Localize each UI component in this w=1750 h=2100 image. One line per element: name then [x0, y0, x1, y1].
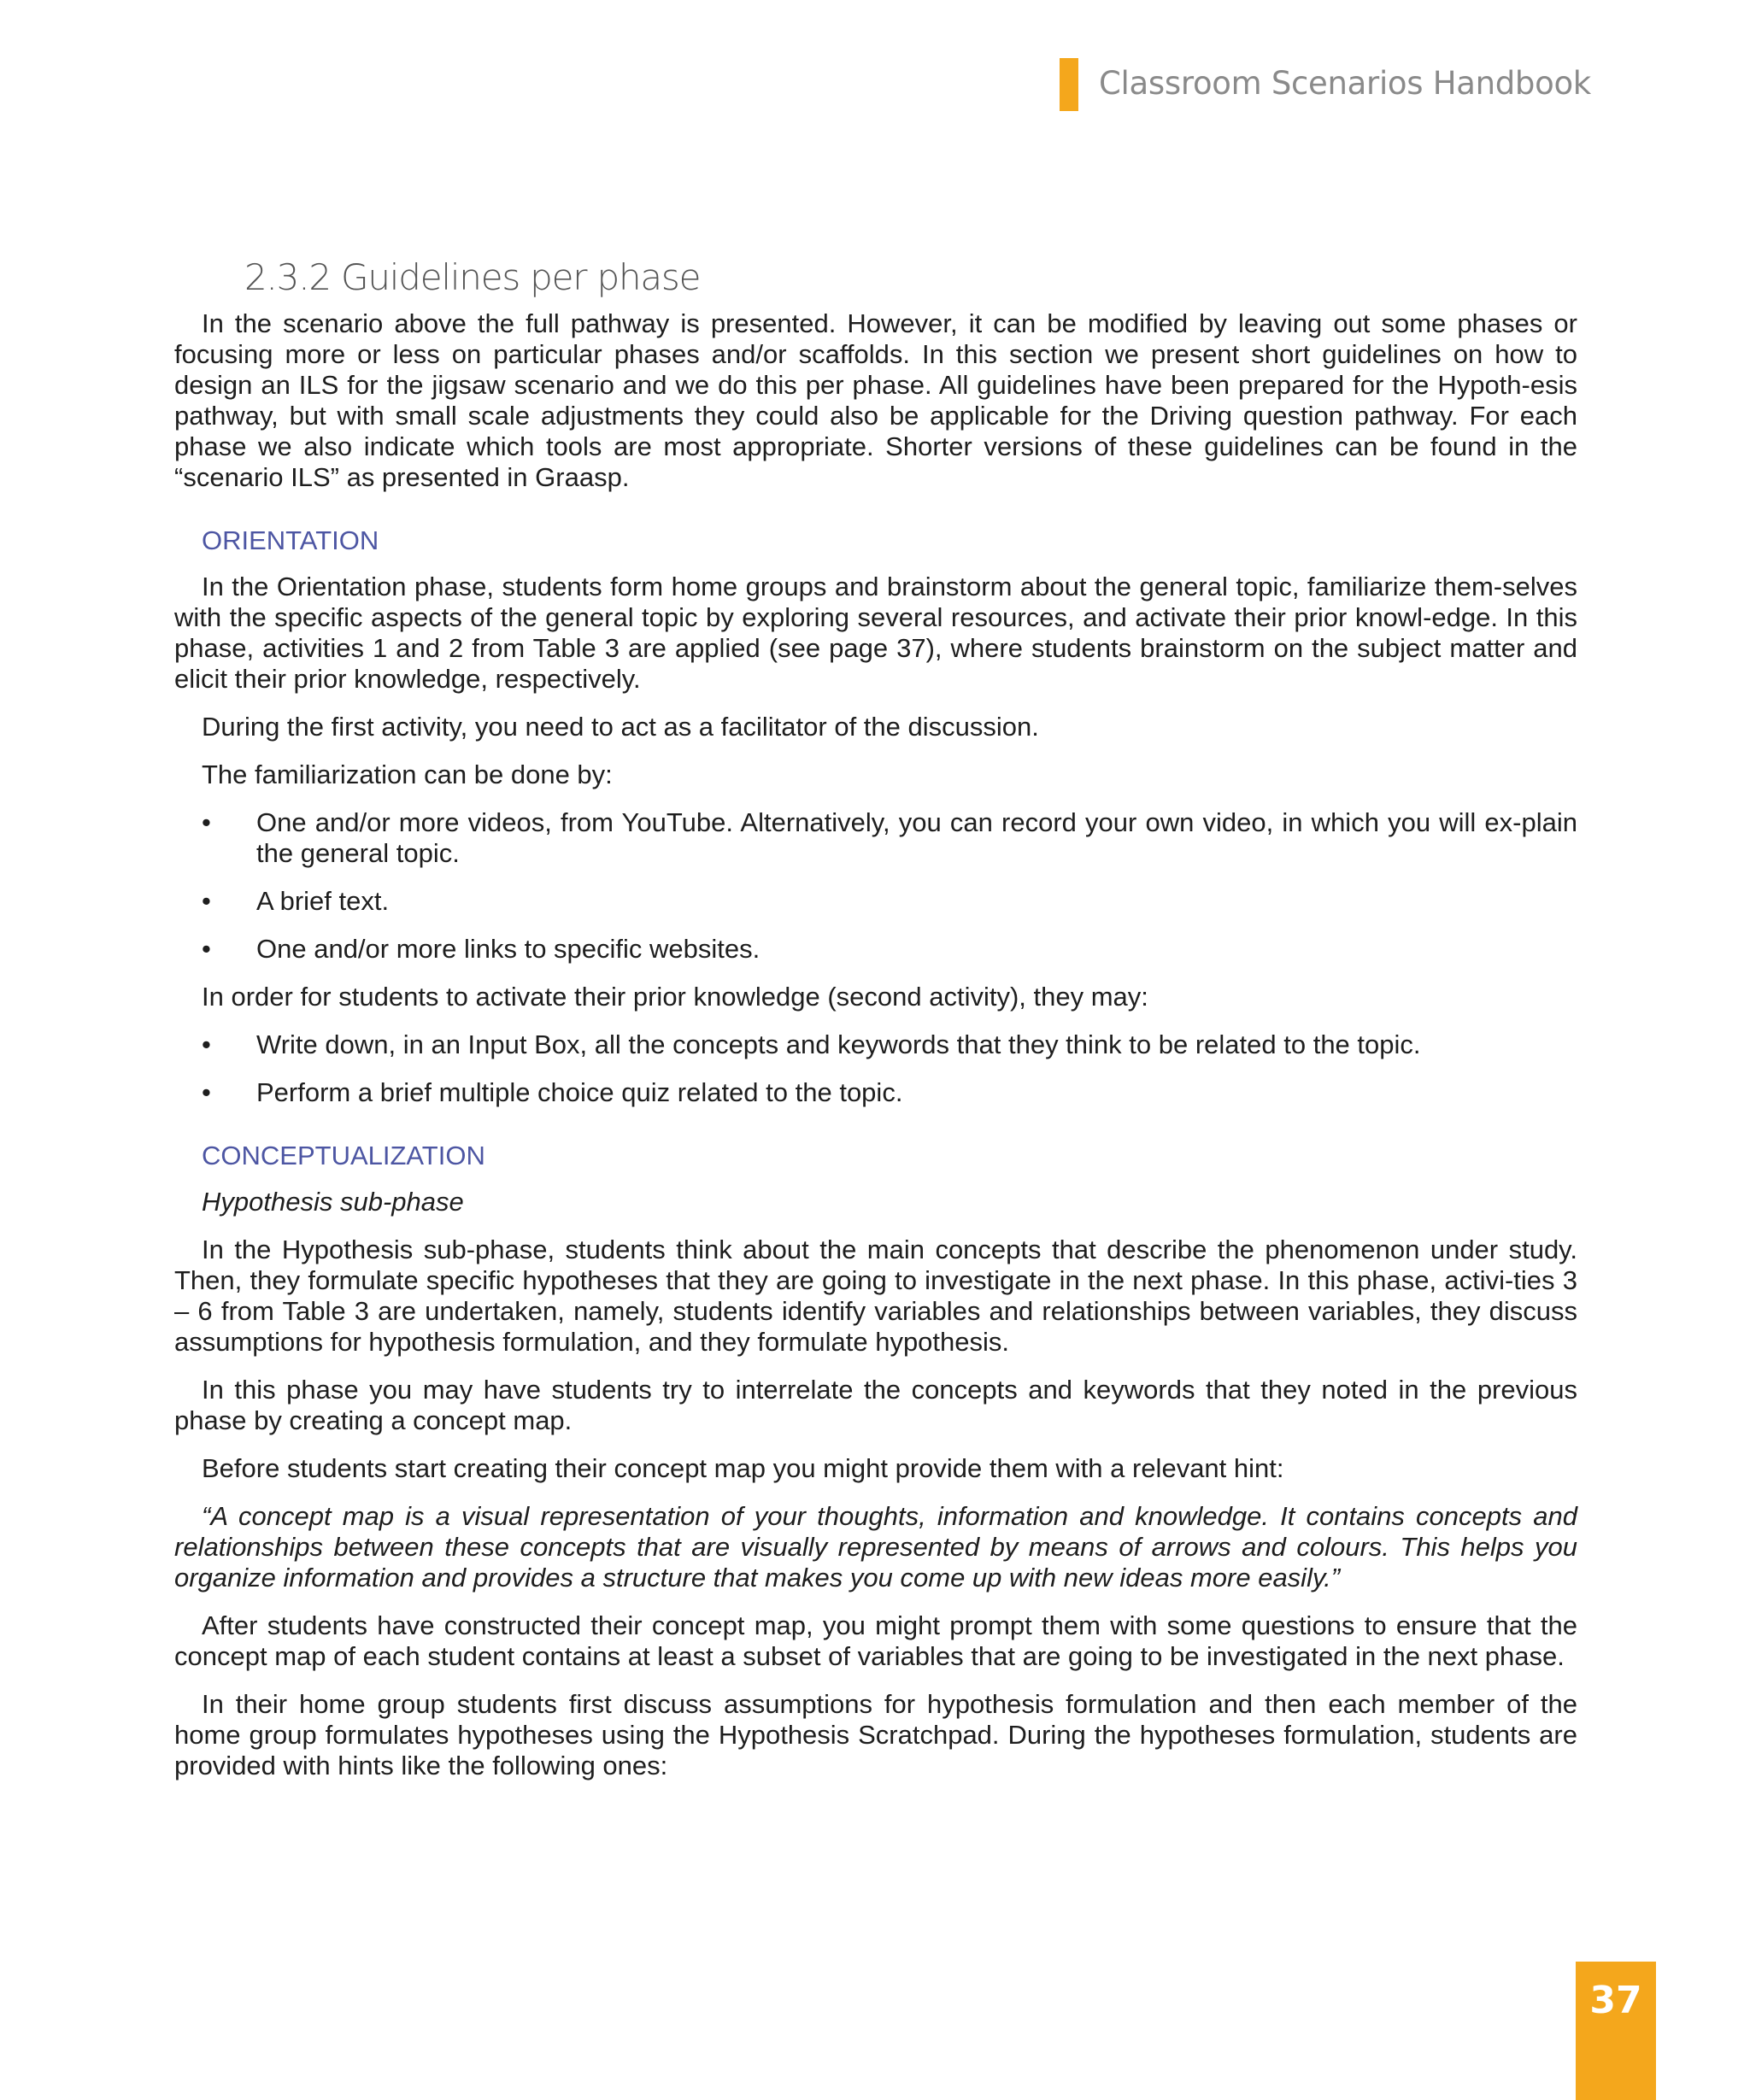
conceptualization-paragraph-2: In this phase you may have students try to interrelate the concepts and keywords that they noted in the previous phase by creating a concept map. — [174, 1375, 1577, 1435]
bullet-icon: • — [202, 886, 211, 916]
conceptualization-paragraph-1: In the Hypothesis sub-phase, students think about the main concepts that describe the phenomenon under study. Then, they formulate specific hypotheses that they are going to investigate in the next phase. In this phase, activi-ties 3 – 6 from Table 3 are undertaken, namely, students identify variables and relationships between variables, they discuss assumptions for hypothesis formulation, and they formulate hypothesis. — [174, 1235, 1577, 1357]
conceptualization-paragraph-3: Before students start creating their concept map you might provide them with a relevant hint: — [202, 1453, 1284, 1483]
bullet-icon: • — [202, 1077, 211, 1107]
page-number-tab — [1576, 1962, 1656, 2100]
intro-paragraph: In the scenario above the full pathway is presented. However, it can be modified by leaving out some phases or focusing more or less on particular phases and/or scaffolds. In this section we present short guidelines on how to design an ILS for the jigsaw scenario and we do this per phase. All guidelines have been prepared for the Hypoth-esis pathway, but with small scale adjustments they could also be applicable for the Driving question pathway. For each phase we also indicate which tools are most appropriate. Shorter versions of these guidelines can be found in the “scenario ILS” as presented in Graasp. — [174, 308, 1577, 492]
bullet-icon: • — [202, 934, 211, 964]
page-number: 37 — [1589, 1979, 1642, 2022]
subphase-title: Hypothesis sub-phase — [202, 1187, 464, 1217]
bullet-icon: • — [202, 807, 211, 837]
prior-knowledge-list — [174, 1029, 1577, 1108]
header-title: Classroom Scenarios Handbook — [1099, 65, 1591, 102]
list-item: • Write down, in an Input Box, all the concepts and keywords that they think to be related to the topic. — [202, 1029, 1421, 1059]
hint-quote: “A concept map is a visual representation of your thoughts, information and knowledge. It contains concepts and relationships between these concepts that are visually represented by means of arrows and colours. This helps you organize information and provides a structure that makes you come up with new ideas more easily.” — [174, 1501, 1577, 1593]
orientation-paragraph-4: In order for students to activate their prior knowledge (second activity), they may: — [202, 982, 1148, 1012]
list-item: • A brief text. — [202, 886, 390, 916]
orientation-paragraph-1: In the Orientation phase, students form home groups and brainstorm about the general topic, familiarize them-selves with the specific aspects of the general topic by exploring several resources, and activate their prior knowl-edge. In this phase, activities 1 and 2 from Table 3 are applied (see page 37), where students brainstorm on the subject matter and elicit their prior knowledge, respectively. — [174, 572, 1577, 694]
page-content — [174, 252, 1577, 1798]
running-header — [1060, 58, 1591, 111]
orientation-heading: ORIENTATION — [202, 525, 379, 555]
familiarization-list — [174, 807, 1577, 965]
orientation-paragraph-3: The familiarization can be done by: — [202, 760, 613, 789]
section-title: 2.3.2 Guidelines per phase — [244, 256, 701, 298]
header-accent-bar — [1060, 58, 1078, 111]
list-item: • One and/or more links to specific websites. — [202, 934, 760, 964]
bullet-icon: • — [202, 1029, 211, 1059]
orientation-paragraph-2: During the first activity, you need to act as a facilitator of the discussion. — [202, 712, 1039, 742]
list-item: • Perform a brief multiple choice quiz related to the topic. — [202, 1077, 903, 1107]
conceptualization-paragraph-5: In their home group students first discuss assumptions for hypothesis formulation and then each member of the home group formulates hypotheses using the Hypothesis Scratchpad. During the hypotheses formulation, students are provided with hints like the following ones: — [174, 1689, 1577, 1780]
conceptualization-heading: CONCEPTUALIZATION — [202, 1141, 485, 1170]
conceptualization-paragraph-4: After students have constructed their concept map, you might prompt them with some questions to ensure that the concept map of each student contains at least a subset of variables that are going to be investigated in the next phase. — [174, 1610, 1577, 1671]
list-item: • One and/or more videos, from YouTube. Alternatively, you can record your own video, in which you will ex-plain the general topic. — [202, 807, 1577, 868]
